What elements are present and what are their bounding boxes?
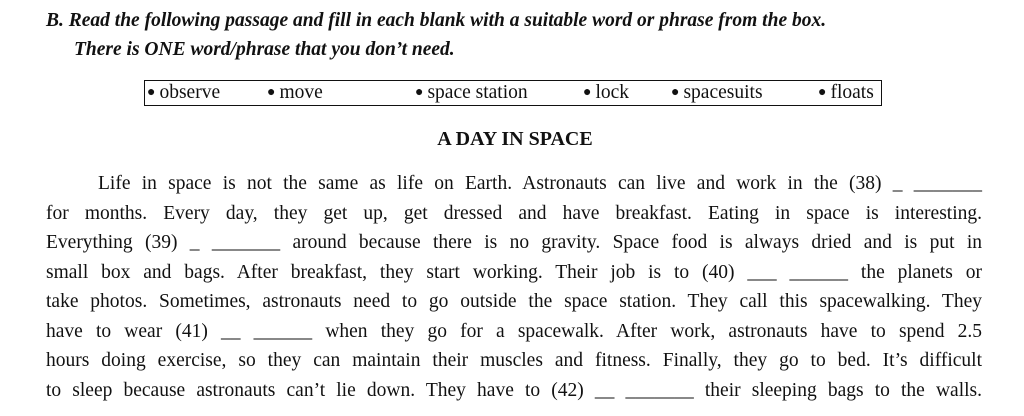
word-option-label: move — [279, 82, 323, 103]
passage-title-text: A DAY IN SPACE — [437, 128, 593, 150]
passage-line: to sleep because astronauts can’t lie down. They have to (42) __ _______ their sleeping bags to the walls. — [46, 379, 982, 401]
word-option-label: space station — [427, 82, 528, 103]
bullet-icon: ● — [583, 85, 592, 100]
passage-line: Life in space is not the same as life on Earth. Astronauts can live and work in the (38) _ _______ — [98, 173, 982, 194]
passage-title — [0, 128, 1024, 151]
word-option-label: observe — [159, 82, 221, 103]
passage-body — [46, 169, 982, 405]
instruction-line-1: B. Read the following passage and fill in each blank with a suitable word or phrase from the box. — [46, 10, 827, 31]
word-box — [144, 80, 882, 106]
word-option — [147, 82, 220, 104]
word-option-label: spacesuits — [683, 82, 763, 103]
instruction-line-2: There is ONE word/phrase that you don’t need. — [74, 39, 455, 60]
bullet-icon: ● — [818, 85, 827, 100]
word-option — [415, 82, 528, 104]
word-option — [583, 82, 629, 104]
word-option-label: floats — [830, 82, 874, 103]
passage-line: have to wear (41) __ ______ when they go for a spacewalk. After work, astronauts have to spend 2.5 — [46, 320, 982, 342]
bullet-icon: ● — [147, 85, 156, 100]
bullet-icon: ● — [267, 85, 276, 100]
word-option — [267, 82, 323, 104]
word-option — [818, 82, 874, 104]
word-option — [671, 82, 763, 104]
passage-line: for months. Every day, they get up, get dressed and have breakfast. Eating in space is interesting. — [46, 202, 982, 224]
bullet-icon: ● — [415, 85, 424, 100]
instructions — [46, 6, 996, 64]
word-option-label: lock — [595, 82, 630, 103]
bullet-icon: ● — [671, 85, 680, 100]
passage-line: hours doing exercise, so they can maintain their muscles and fitness. Finally, they go to bed. It’s difficult — [46, 350, 982, 371]
passage-line: small box and bags. After breakfast, they start working. Their job is to (40) ___ ______ the planets or — [46, 261, 982, 283]
passage-line: Everything (39) _ _______ around because there is no gravity. Space food is always dried and is put in — [46, 232, 982, 253]
passage-line: take photos. Sometimes, astronauts need to go outside the space station. They call this spacewalking. They — [46, 291, 982, 312]
